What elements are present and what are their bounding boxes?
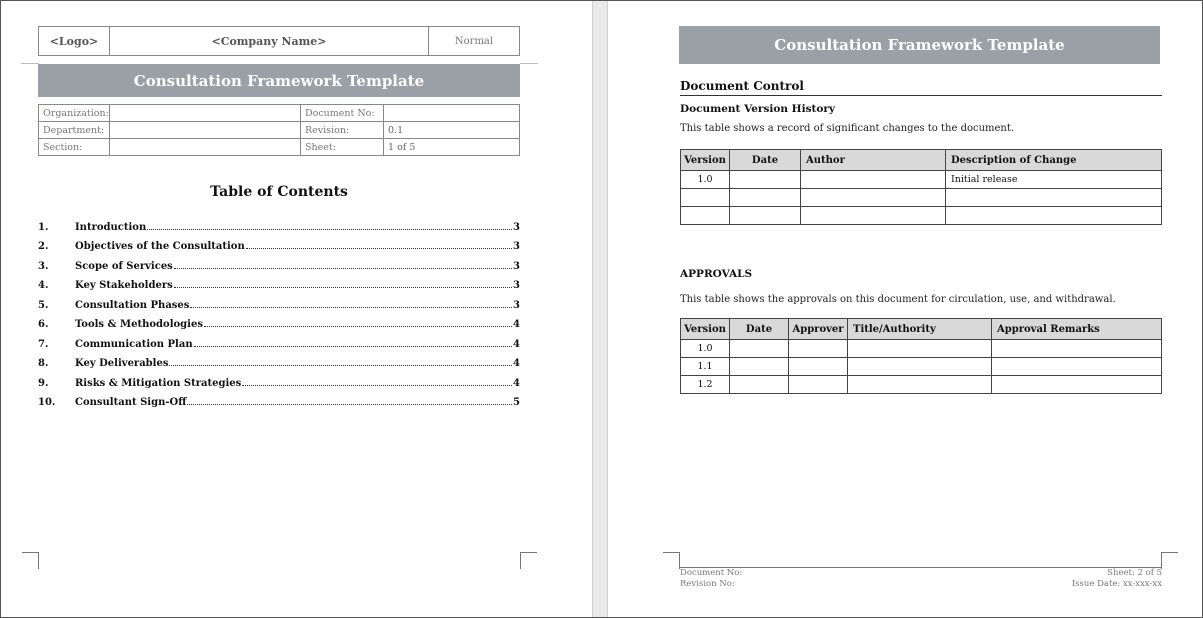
toc-leader (190, 307, 512, 308)
toc-leader (246, 248, 512, 249)
table-cell[interactable] (789, 376, 848, 394)
toc-leader (204, 326, 512, 327)
heading-rule (680, 95, 1162, 96)
footer-document-no: Document No: (680, 568, 743, 578)
toc-number: 7. (38, 338, 49, 350)
footer-issue-date: Issue Date: xx-xxx-xx (1071, 579, 1162, 589)
toc-entry[interactable] (38, 291, 520, 311)
toc-page: 3 (513, 241, 520, 252)
toc-label: Key Deliverables (75, 358, 169, 369)
toc-number: 4. (38, 280, 49, 291)
table-cell[interactable] (681, 189, 730, 207)
table-cell[interactable] (848, 376, 992, 394)
toc-label: Risks & Mitigation Strategies (75, 377, 242, 389)
table-cell[interactable] (730, 171, 801, 189)
column-header: Date (730, 150, 801, 171)
version-history-intro: This table shows a record of significant changes to the document. (680, 123, 1015, 134)
column-header: Title/Authority (848, 319, 992, 340)
toc-entry[interactable] (38, 369, 520, 389)
table-row (681, 340, 1162, 358)
page-1 (1, 1, 592, 617)
table-cell[interactable] (946, 189, 1162, 207)
toc-number: 9. (38, 377, 49, 389)
table-cell[interactable]: 1.0 (681, 340, 730, 358)
page-gutter (592, 1, 608, 617)
toc-label: Objectives of the Consultation (75, 241, 245, 252)
table-cell[interactable] (681, 207, 730, 225)
toc-entry[interactable] (38, 311, 520, 331)
column-header: Approver (789, 319, 848, 340)
crop-mark (520, 552, 537, 569)
table-row (681, 207, 1162, 225)
toc-leader (194, 346, 512, 347)
table-cell[interactable] (992, 358, 1162, 376)
template-title-band: Consultation Framework Template (38, 64, 520, 97)
toc-entry[interactable] (38, 330, 520, 350)
organization-value[interactable] (110, 105, 301, 122)
logo-placeholder: <Logo> (39, 27, 110, 56)
toc-leader (242, 385, 512, 386)
toc-leader (169, 365, 512, 366)
toc-number: 6. (38, 319, 49, 330)
document-no-label: Document No: (301, 105, 384, 122)
table-cell[interactable] (730, 358, 789, 376)
toc-entry[interactable] (38, 252, 520, 272)
sheet-label: Sheet: (301, 139, 384, 156)
toc-label: Consultant Sign-Off (75, 397, 187, 408)
sheet-value[interactable]: 1 of 5 (384, 139, 520, 156)
column-header: Date (730, 319, 789, 340)
toc-number: 10. (38, 397, 56, 408)
table-row (681, 171, 1162, 189)
table-cell[interactable] (789, 358, 848, 376)
approvals-intro: This table shows the approvals on this document for circulation, use, and withdrawal. (680, 294, 1116, 305)
table-cell[interactable] (730, 189, 801, 207)
table-cell[interactable] (730, 340, 789, 358)
organization-label: Organization: (39, 105, 110, 122)
toc-page: 3 (513, 280, 520, 291)
approvals-heading: APPROVALS (680, 268, 753, 280)
toc-entry[interactable] (38, 213, 520, 233)
table-cell[interactable] (946, 207, 1162, 225)
toc-entry[interactable] (38, 272, 520, 292)
table-cell[interactable] (801, 207, 946, 225)
crop-mark (663, 552, 680, 569)
toc-page: 4 (513, 358, 520, 369)
toc-entry[interactable] (38, 350, 520, 370)
column-header: Author (801, 150, 946, 171)
department-label: Department: (39, 122, 110, 139)
toc-label: Tools & Methodologies (75, 319, 203, 330)
revision-label: Revision: (301, 122, 384, 139)
toc-number: 5. (38, 299, 49, 311)
table-of-contents (38, 213, 520, 408)
page-2 (608, 1, 1201, 617)
toc-number: 3. (38, 260, 49, 272)
document-no-value[interactable] (384, 105, 520, 122)
template-title-band: Consultation Framework Template (679, 26, 1160, 64)
toc-number: 1. (38, 221, 49, 233)
toc-leader (187, 404, 512, 405)
table-cell[interactable] (848, 340, 992, 358)
table-cell[interactable] (789, 340, 848, 358)
table-cell[interactable]: Initial release (946, 171, 1162, 189)
document-info-table (38, 104, 520, 156)
toc-page: 4 (513, 377, 520, 389)
table-cell[interactable]: 1.0 (681, 171, 730, 189)
toc-page: 5 (513, 397, 520, 408)
table-cell[interactable] (801, 189, 946, 207)
toc-page: 4 (513, 319, 520, 330)
column-header: Approval Remarks (992, 319, 1162, 340)
toc-number: 8. (38, 358, 49, 369)
toc-label: Communication Plan (75, 338, 193, 350)
version-history-table (680, 149, 1162, 225)
revision-value[interactable]: 0.1 (384, 122, 520, 139)
header-table (38, 26, 520, 56)
table-cell[interactable]: 1.2 (681, 376, 730, 394)
table-cell[interactable] (730, 376, 789, 394)
crop-mark (1161, 552, 1178, 569)
table-row (681, 358, 1162, 376)
table-cell[interactable] (801, 171, 946, 189)
section-value[interactable] (110, 139, 301, 156)
column-header: Version (681, 319, 730, 340)
toc-entry[interactable] (38, 389, 520, 409)
margin-guide (520, 63, 538, 64)
toc-label: Key Stakeholders (75, 280, 173, 291)
company-name-placeholder: <Company Name> (110, 27, 429, 56)
column-header: Version (681, 150, 730, 171)
toc-page: 3 (513, 260, 520, 272)
crop-mark (22, 552, 39, 569)
table-cell[interactable] (992, 376, 1162, 394)
toc-label: Consultation Phases (75, 299, 190, 311)
document-control-heading: Document Control (680, 79, 804, 93)
table-cell[interactable] (848, 358, 992, 376)
section-label: Section: (39, 139, 110, 156)
toc-label: Scope of Services (75, 260, 173, 272)
toc-number: 2. (38, 241, 49, 252)
table-cell[interactable] (992, 340, 1162, 358)
toc-leader (174, 268, 512, 269)
footer-sheet: Sheet: 2 of 5 (1107, 568, 1162, 578)
margin-guide (21, 63, 39, 64)
table-cell[interactable]: 1.1 (681, 358, 730, 376)
toc-leader (147, 229, 512, 230)
approvals-table (680, 318, 1162, 394)
column-header: Description of Change (946, 150, 1162, 171)
toc-page: 4 (513, 338, 520, 350)
toc-entry[interactable] (38, 233, 520, 253)
table-row (681, 376, 1162, 394)
footer-revision-no: Revision No: (680, 579, 735, 589)
toc-page: 3 (513, 221, 520, 233)
table-cell[interactable] (730, 207, 801, 225)
style-label: Normal (429, 27, 520, 56)
toc-title: Table of Contents (210, 184, 348, 200)
toc-label: Introduction (75, 221, 147, 233)
version-history-heading: Document Version History (680, 103, 835, 115)
toc-leader (174, 287, 512, 288)
table-row (681, 189, 1162, 207)
department-value[interactable] (110, 122, 301, 139)
page-footer (680, 567, 1162, 590)
toc-page: 3 (513, 299, 520, 311)
